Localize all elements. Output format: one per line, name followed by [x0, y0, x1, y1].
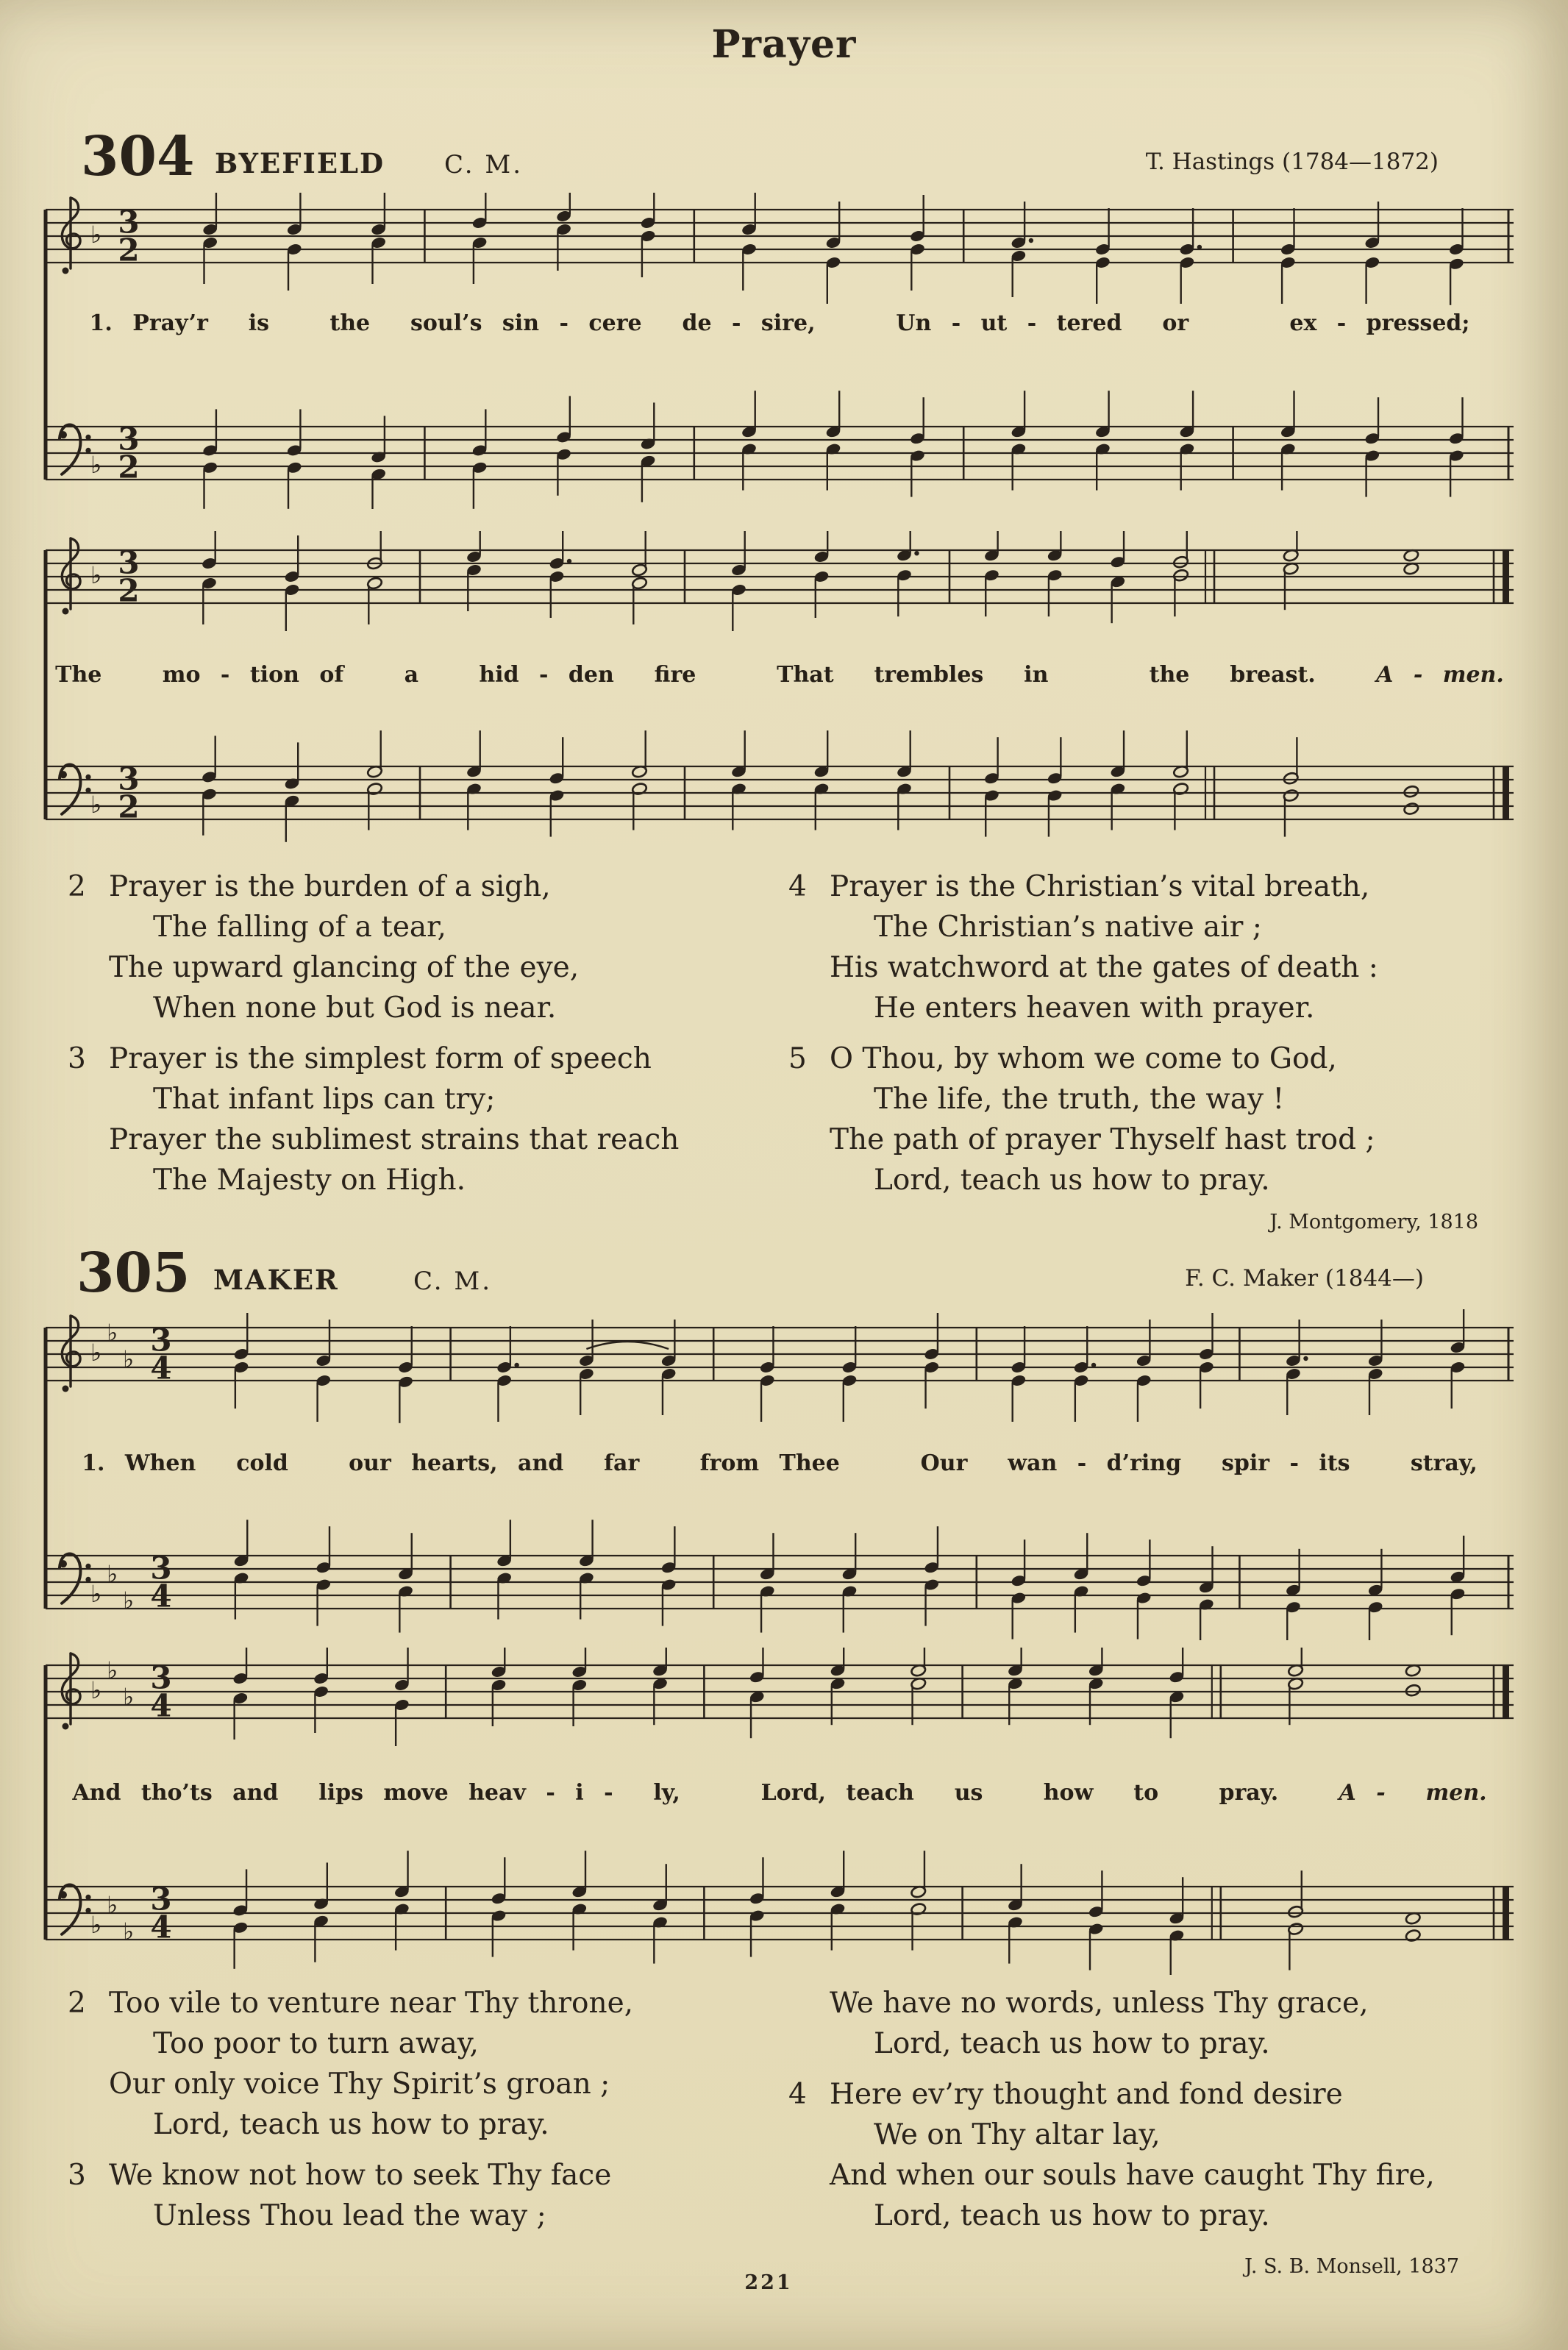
- verse-line: The path of prayer Thyself hast trod ;: [830, 1123, 1375, 1156]
- svg-text:2: 2: [118, 788, 140, 825]
- verse-line: Lord, teach us how to pray.: [874, 2027, 1270, 2060]
- verse-line: Lord, teach us how to pray.: [153, 2108, 549, 2141]
- lyric-text: And tho’ts and lips move heav - i - ly, Lord, teach us how to pray.: [72, 1780, 1279, 1806]
- amen-text: A - men.: [1339, 1780, 1487, 1806]
- verse-line: Unless Thou lead the way ;: [153, 2199, 546, 2232]
- verse-2: [68, 866, 759, 1028]
- verse-line: Prayer the sublimest strains that reach: [109, 1123, 680, 1156]
- verse-line: We on Thy altar lay,: [874, 2118, 1161, 2151]
- lyric-line: [40, 1450, 1519, 1476]
- svg-text:♭: ♭: [90, 791, 102, 819]
- page-number: 221: [744, 2271, 793, 2294]
- page-title: Prayer: [711, 22, 857, 67]
- svg-text:♭: ♭: [107, 1891, 118, 1919]
- hymn-305-verses-left: [68, 1983, 759, 2246]
- hymn-304-number: 304: [81, 125, 195, 188]
- hymn-305-author-attribution: J. S. B. Monsell, 1837: [1244, 2255, 1459, 2278]
- music-notation-staff: [40, 531, 1519, 855]
- verse-4: [788, 866, 1524, 1028]
- hymn-304-author-attribution: J. Montgomery, 1818: [1269, 1211, 1478, 1233]
- svg-text:4: 4: [150, 1687, 172, 1724]
- verse-number: 2: [68, 870, 86, 903]
- verse-line: Lord, teach us how to pray.: [874, 2199, 1270, 2232]
- verse-line: Too vile to venture near Thy throne,: [109, 1987, 634, 2020]
- lyric-text: 1. Pray’r is the soul’s sin - cere de - sire, Un - ut - tered or ex - pressed;: [89, 310, 1470, 336]
- svg-text:♭: ♭: [123, 1918, 135, 1945]
- lyric-line: [40, 1780, 1519, 1806]
- svg-text:♭: ♭: [90, 1676, 102, 1704]
- verse-number: 4: [788, 2078, 807, 2111]
- hymn-304-music-system-1: [40, 193, 1519, 509]
- verse-number: 2: [68, 1987, 86, 2020]
- verse-3: [68, 2155, 759, 2236]
- svg-text:3: 3: [150, 1550, 172, 1587]
- lyric-text: 1. When cold our hearts, and far from Thee Our wan - d’ring spir - its stray,: [82, 1450, 1478, 1476]
- svg-text:♭: ♭: [107, 1560, 118, 1588]
- hymn-305-meter: C. M.: [413, 1267, 493, 1296]
- verse-line: Too poor to turn away,: [153, 2027, 479, 2060]
- verse-4: [788, 2074, 1524, 2236]
- amen-text: A - men.: [1376, 662, 1504, 688]
- hymn-304-verses-right: [788, 866, 1524, 1233]
- svg-text:4: 4: [150, 1350, 172, 1386]
- lyric-line: [40, 310, 1519, 336]
- verse-line: Prayer is the burden of a sigh,: [109, 870, 551, 903]
- verse-line: He enters heaven with prayer.: [874, 991, 1315, 1025]
- verse-line: The Majesty on High.: [153, 1164, 466, 1197]
- svg-text:♭: ♭: [123, 1683, 135, 1711]
- verse-line: Here ev’ry thought and fond desire: [830, 2078, 1343, 2111]
- hymn-305-music-system-2: [40, 1648, 1519, 1975]
- svg-text:2: 2: [118, 232, 140, 268]
- svg-text:♭: ♭: [90, 1911, 102, 1939]
- hymn-305-verses-right: [788, 1983, 1524, 2246]
- verse-3-continued: [788, 1983, 1524, 2064]
- verse-line: We have no words, unless Thy grace,: [830, 1987, 1369, 2020]
- svg-text:♭: ♭: [90, 451, 102, 479]
- verse-number: 3: [68, 1042, 86, 1075]
- verse-3: [68, 1039, 759, 1200]
- verse-line: And when our souls have caught Thy fire,: [830, 2159, 1435, 2192]
- verse-line: The falling of a tear,: [153, 911, 446, 944]
- svg-text:♭: ♭: [90, 1339, 102, 1367]
- svg-text:♭: ♭: [123, 1587, 135, 1614]
- svg-text:♭: ♭: [90, 1580, 102, 1608]
- svg-text:♭: ♭: [123, 1345, 135, 1373]
- svg-text:3: 3: [150, 1659, 172, 1696]
- music-notation-staff: [40, 193, 1519, 509]
- hymn-304-verses-left: [68, 866, 759, 1211]
- hymn-305-music-system-1: [40, 1309, 1519, 1640]
- verse-5: [788, 1039, 1524, 1200]
- svg-text:2: 2: [118, 449, 140, 485]
- verse-line: The upward glancing of the eye,: [109, 951, 580, 984]
- hymn-305-composer: F. C. Maker (1844—): [1185, 1265, 1424, 1292]
- svg-text:3: 3: [118, 544, 140, 581]
- verse-line: We know not how to seek Thy face: [109, 2159, 612, 2192]
- svg-text:3: 3: [118, 421, 140, 457]
- verse-line: That infant lips can try;: [153, 1083, 496, 1116]
- svg-text:3: 3: [150, 1881, 172, 1918]
- svg-text:♭: ♭: [90, 221, 102, 249]
- verse-line: Prayer is the simplest form of speech: [109, 1042, 652, 1075]
- verse-line: When none but God is near.: [153, 991, 557, 1025]
- verse-2: [68, 1983, 759, 2145]
- hymn-305-number: 305: [76, 1242, 190, 1305]
- verse-line: His watchword at the gates of death :: [830, 951, 1378, 984]
- svg-text:♭: ♭: [90, 561, 102, 589]
- verse-number: 3: [68, 2159, 86, 2192]
- svg-text:3: 3: [118, 204, 140, 241]
- verse-line: The Christian’s native air ;: [874, 911, 1262, 944]
- verse-line: The life, the truth, the way !: [874, 1083, 1285, 1116]
- verse-number: 5: [788, 1042, 807, 1075]
- verse-line: Lord, teach us how to pray.: [874, 1164, 1270, 1197]
- svg-text:2: 2: [118, 572, 140, 609]
- verse-line: Our only voice Thy Spirit’s groan ;: [109, 2068, 610, 2101]
- hymn-305-tune-name: MAKER: [213, 1264, 339, 1296]
- hymn-304-music-system-2: [40, 531, 1519, 855]
- hymn-304-composer: T. Hastings (1784—1872): [1145, 149, 1439, 175]
- svg-text:3: 3: [118, 761, 140, 797]
- svg-text:♭: ♭: [107, 1319, 118, 1347]
- music-notation-staff: [40, 1648, 1519, 1975]
- svg-text:4: 4: [150, 1909, 172, 1945]
- svg-text:4: 4: [150, 1578, 172, 1614]
- verse-line: O Thou, by whom we come to God,: [830, 1042, 1337, 1075]
- svg-text:♭: ♭: [107, 1656, 118, 1684]
- lyric-text: The mo - tion of a hid - den fire That trembles in the breast.: [55, 662, 1316, 688]
- hymn-304-meter: C. M.: [444, 150, 524, 179]
- verse-number: 4: [788, 870, 807, 903]
- verse-number: [788, 1983, 830, 2064]
- lyric-line: [40, 662, 1519, 688]
- verse-line: Prayer is the Christian’s vital breath,: [830, 870, 1370, 903]
- hymn-304-tune-name: BYEFIELD: [215, 147, 385, 179]
- svg-text:3: 3: [150, 1322, 172, 1359]
